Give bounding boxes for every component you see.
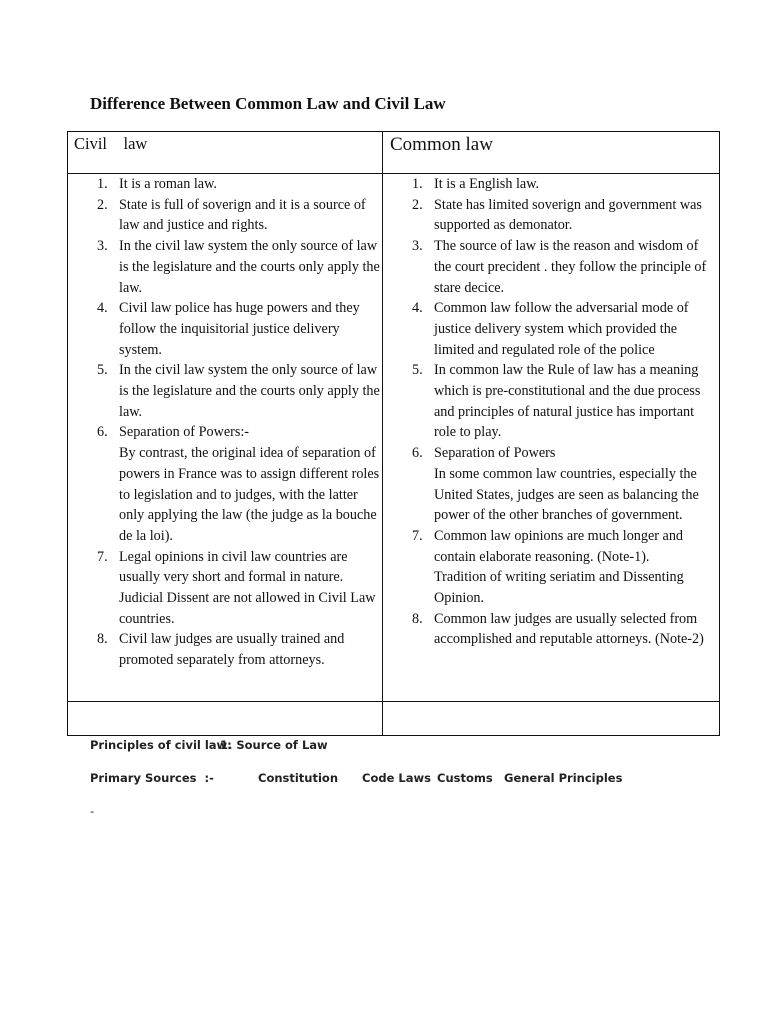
table-header-row [68, 132, 720, 174]
primary-sources-label: Primary Sources :- [90, 771, 214, 785]
list-item-text: It is a English law. [434, 176, 540, 192]
civil-law-cell [68, 174, 383, 702]
list-item-subtext: In some common law countries, especially the United States, judges are seen as balancing the power of the other branches of government. [434, 465, 699, 524]
list-item-number: 8. [412, 610, 423, 627]
list-item-text: Legal opinions in civil law countries are usually very short and formal in nature. Judicial Dissent are not allowed in Civil Law countries. [119, 548, 376, 627]
list-item-text: It is a roman law. [119, 176, 217, 192]
civil-law-header [68, 132, 383, 174]
principles-value: 1. Source of Law [220, 738, 328, 752]
civil-law-list [68, 174, 382, 671]
list-item [68, 236, 382, 298]
source-constitution: Constitution [258, 771, 339, 785]
list-item-text: State has limited soverign and government was supported as demonator. [434, 196, 702, 234]
common-law-header-text: Common law [390, 134, 493, 155]
list-item-number: 5. [97, 362, 108, 379]
list-item-text: Common law follow the adversarial mode of justice delivery system which provided the limited and regulated role of the police [434, 300, 689, 358]
list-item-text: State is full of soverign and it is a source of law and justice and rights. [119, 196, 366, 234]
list-item-subtext: By contrast, the original idea of separation of powers in France was to assign different roles to legislation and to judges, with the latter only applying the law (the judge as la bouche de la loi). [119, 445, 380, 544]
list-item-number: 2. [97, 196, 108, 213]
list-item-text: In the civil law system the only source of law is the legislature and the courts only apply the law. [119, 362, 380, 420]
principles-label: Principles of civil law: [90, 738, 232, 752]
list-item-number: 2. [412, 196, 423, 213]
list-item-number: 4. [412, 300, 423, 317]
list-item [68, 195, 382, 236]
list-item [383, 195, 719, 236]
empty-cell-right [383, 702, 720, 736]
table-empty-row [68, 702, 720, 736]
list-item-number: 6. [97, 424, 108, 441]
list-item [68, 422, 382, 546]
list-item-text: Civil law judges are usually trained and promoted separately from attorneys. [119, 631, 345, 669]
list-item-number: 8. [97, 631, 108, 648]
list-item-number: 1. [412, 176, 423, 192]
common-law-header [383, 132, 720, 174]
common-law-cell [383, 174, 720, 702]
list-item [383, 236, 719, 298]
list-item-number: 6. [412, 445, 423, 462]
list-item-text: Common law opinions are much longer and contain elaborate reasoning. (Note-1). [434, 527, 684, 565]
list-item [383, 609, 719, 650]
common-law-list [383, 174, 719, 650]
source-code-laws: Code Laws [362, 771, 431, 785]
list-item-text: Separation of Powers [434, 445, 556, 462]
list-item [383, 298, 719, 360]
list-item-text: Civil law police has huge powers and they follow the inquisitorial justice delivery system. [119, 300, 360, 358]
list-item-number: 7. [412, 527, 423, 544]
list-item [68, 547, 382, 630]
list-item-number: 1. [97, 176, 108, 192]
list-item [383, 526, 719, 609]
list-item-text: In common law the Rule of law has a meaning which is pre-constitutional and the due process and principles of natural justice has important role to play. [434, 362, 701, 441]
list-item [68, 360, 382, 422]
empty-cell-left [68, 702, 383, 736]
document-title: Difference Between Common Law and Civil Law [90, 94, 446, 113]
civil-law-header-text: Civil law [74, 134, 148, 153]
list-item-number: 3. [412, 238, 423, 255]
list-item [383, 174, 719, 195]
source-customs: Customs [437, 771, 493, 785]
list-item [383, 443, 719, 526]
list-item-subtext: Tradition of writing seriatim and Dissenting Opinion. [434, 569, 684, 607]
list-item [68, 629, 382, 670]
trailing-dash: - [90, 804, 95, 818]
list-item-text: Common law judges are usually selected from accomplished and reputable attorneys. (Note-2) [434, 610, 704, 648]
comparison-table [67, 131, 720, 736]
list-item-text: Separation of Powers:- [119, 424, 250, 441]
list-item-text: The source of law is the reason and wisdom of the court precident . they follow the principle of stare decice. [434, 238, 707, 296]
table-body-row [68, 174, 720, 702]
source-general-principles: General Principles [504, 771, 623, 785]
list-item-number: 7. [97, 548, 108, 565]
list-item-number: 4. [97, 300, 108, 317]
list-item [68, 298, 382, 360]
list-item [68, 174, 382, 195]
list-item [383, 360, 719, 443]
list-item-number: 3. [97, 238, 108, 255]
list-item-text: In the civil law system the only source of law is the legislature and the courts only apply the law. [119, 238, 380, 296]
list-item-number: 5. [412, 362, 423, 379]
